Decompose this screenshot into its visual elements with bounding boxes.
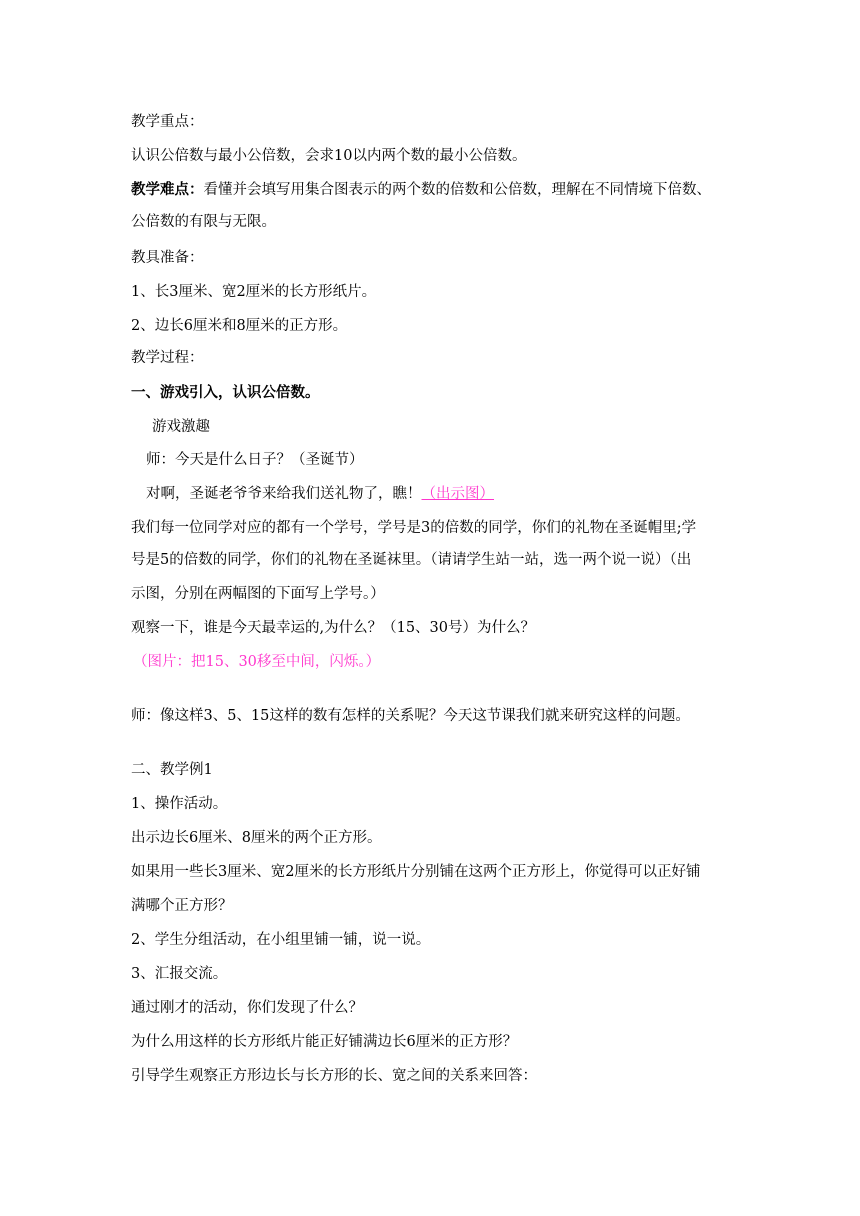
why-question: 为什么用这样的长方形纸片能正好铺满边长6厘米的正方形？ [131,1034,518,1050]
materials-item-1: 1、长3厘米、宽2厘米的长方形纸片。 [131,284,377,300]
picture-note: （图片：把15、30移至中间，闪烁。） [133,654,381,670]
gift-paragraph [146,484,494,504]
discover-question: 通过刚才的活动，你们发现了什么？ [131,1000,363,1016]
numbers-paragraph-line-1: 我们每一位同学对应的都有一个学号，学号是3的倍数的同学，你们的礼物在圣诞帽里;学 [131,520,697,536]
difficulty-text: 看懂并会填写用集合图表示的两个数的倍数和公倍数，理解在不同情境下倍数、 [203,182,711,198]
key-points-heading: 教学重点： [131,114,204,130]
step-3: 3、汇报交流。 [131,966,228,982]
materials-heading: 教具准备： [131,250,204,266]
difficulty-label: 教学难点： [131,181,204,198]
question-line-1: 如果用一些长3厘米、宽2厘米的长方形纸片分别铺在这两个正方形上，你觉得可以正好铺 [131,864,701,880]
teacher-question-2: 师：像这样3、5、15这样的数有怎样的关系呢？今天这节课我们就来研究这样的问题。 [131,708,690,724]
show-squares: 出示边长6厘米、8厘米的两个正方形。 [131,830,382,846]
section-2-heading: 二、教学例1 [131,762,213,778]
difficulty-line-2: 公倍数的有限与无限。 [131,214,276,230]
step-1: 1、操作活动。 [131,796,228,812]
teacher-question-1: 师：今天是什么日子？（圣诞节） [146,452,364,468]
numbers-paragraph-line-3: 示图，分别在两幅图的下面写上学号。） [131,586,385,602]
game-title: 游戏激趣 [152,419,210,435]
show-picture-link[interactable]: （出示图） [421,486,494,502]
observe-question: 观察一下，谁是今天最幸运的,为什么？（15、30号）为什么？ [131,620,536,636]
question-line-2: 满哪个正方形？ [131,898,233,914]
key-points-text: 认识公倍数与最小公倍数，会求10以内两个数的最小公倍数。 [131,148,527,164]
numbers-paragraph-line-2: 号是5的倍数的同学，你们的礼物在圣诞袜里。（请请学生站一站，选一两个说一说）（出 [131,552,692,568]
materials-item-2: 2、边长6厘米和8厘米的正方形。 [131,318,348,334]
difficulty-line-1 [131,180,711,200]
process-heading: 教学过程： [131,350,204,366]
guide-text: 引导学生观察正方形边长与长方形的长、宽之间的关系来回答： [131,1068,537,1084]
step-2: 2、学生分组活动，在小组里铺一铺，说一说。 [131,932,431,948]
gift-text: 对啊，圣诞老爷爷来给我们送礼物了，瞧！ [146,486,422,502]
section-1-heading: 一、游戏引入，认识公倍数。 [131,384,320,401]
